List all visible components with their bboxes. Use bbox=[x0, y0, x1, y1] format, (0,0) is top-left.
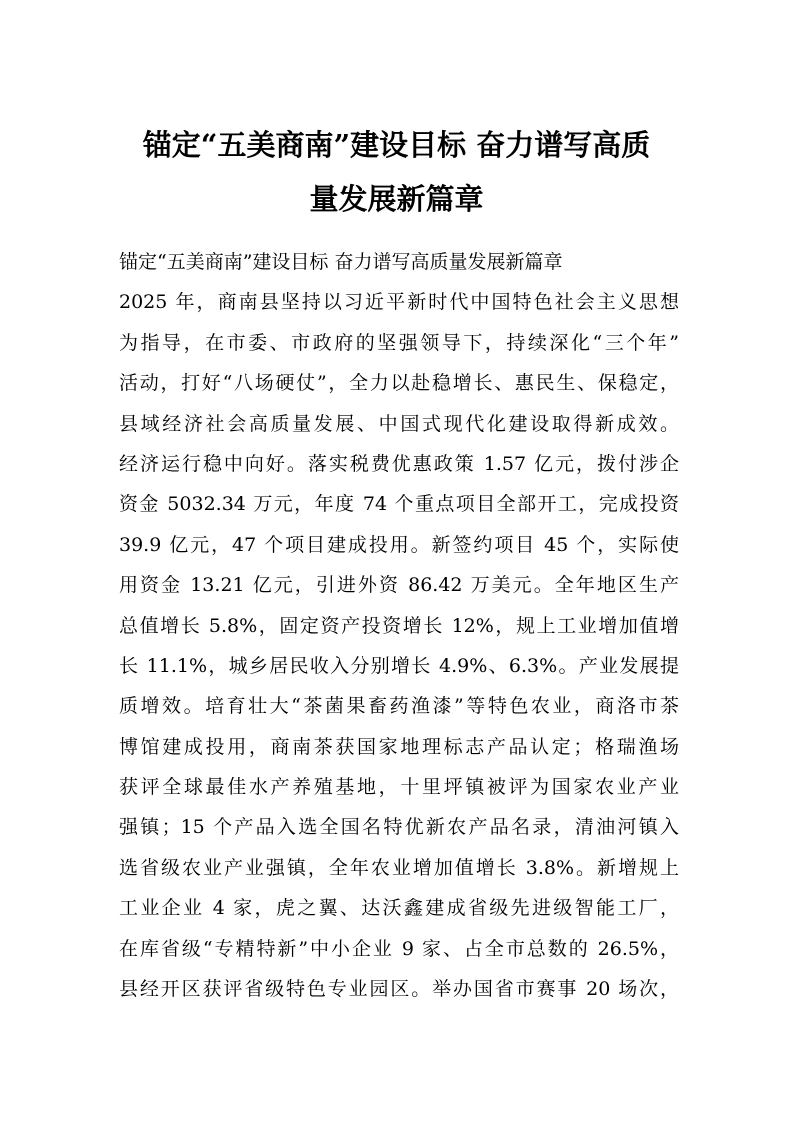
title-line-1: 锚定“五美商南”建设目标 奋力谱写高质 bbox=[142, 128, 651, 162]
body-line: 总值增长 5.8%，固定资产投资增长 12%，规上工业增加值增 bbox=[119, 614, 679, 637]
body-line: 2025 年，商南县坚持以习近平新时代中国特色社会主义思想 bbox=[119, 291, 679, 314]
body-line: 博馆建成投用，商南茶获国家地理标志产品认定；格瑞渔场 bbox=[119, 735, 679, 758]
body-line: 39.9 亿元，47 个项目建成投用。新签约项目 45 个，实际使 bbox=[119, 533, 679, 556]
body-line: 质增效。培育壮大“茶菌果畜药渔漆”等特色农业，商洛市茶 bbox=[119, 695, 679, 718]
title-line-2: 量发展新篇章 bbox=[309, 182, 484, 216]
body-line: 县域经济社会高质量发展、中国式现代化建设取得新成效。 bbox=[119, 412, 679, 435]
body-line: 用资金 13.21 亿元，引进外资 86.42 万美元。全年地区生产 bbox=[119, 574, 679, 597]
body-line: 活动，打好“八场硬仗”，全力以赴稳增长、惠民生、保稳定， bbox=[119, 372, 679, 395]
document-title bbox=[110, 118, 683, 226]
body-line: 选省级农业产业强镇，全年农业增加值增长 3.8%。新增规上 bbox=[119, 856, 679, 879]
body-line: 县经开区获评省级特色专业园区。举办国省市赛事 20 场次， bbox=[119, 978, 679, 1001]
body-line: 锚定“五美商南”建设目标 奋力谱写高质量发展新篇章 bbox=[119, 251, 563, 273]
body-line: 在库省级“专精特新”中小企业 9 家、占全市总数的 26.5%， bbox=[119, 937, 679, 960]
body-line: 长 11.1%，城乡居民收入分别增长 4.9%、6.3%。产业发展提 bbox=[119, 654, 679, 677]
body-line: 经济运行稳中向好。落实税费优惠政策 1.57 亿元，拨付涉企 bbox=[119, 452, 679, 475]
body-line: 获评全球最佳水产养殖基地，十里坪镇被评为国家农业产业 bbox=[119, 776, 679, 799]
body-line: 强镇；15 个产品入选全国名特优新农产品名录，清油河镇入 bbox=[119, 816, 679, 839]
body-line: 资金 5032.34 万元，年度 74 个重点项目全部开工，完成投资 bbox=[119, 493, 679, 516]
body-line: 为指导，在市委、市政府的坚强领导下，持续深化“三个年” bbox=[119, 331, 679, 354]
document-body bbox=[119, 242, 679, 1009]
body-line: 工业企业 4 家，虎之翼、达沃鑫建成省级先进级智能工厂， bbox=[119, 897, 679, 920]
